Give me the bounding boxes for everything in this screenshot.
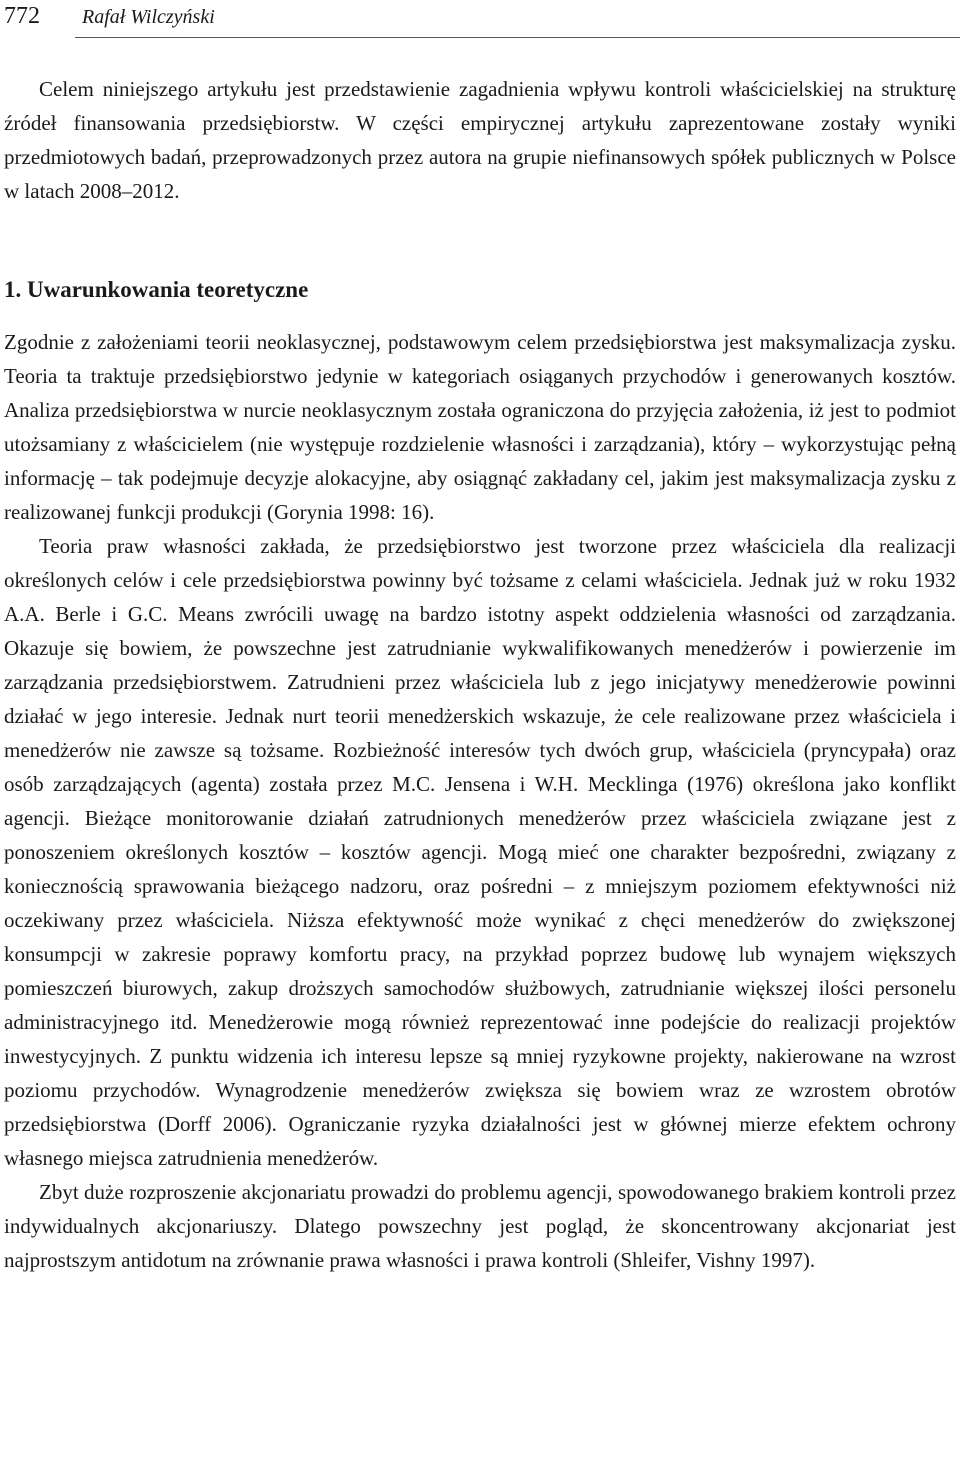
page-number: 772 <box>4 3 40 29</box>
intro-paragraph: Celem niniejszego artykułu jest przedstawienie zagadnienia wpływu kontroli właścicielskiej na strukturę źródeł finansowania przedsiębiorstw. W części empirycznej artykułu zaprezentowane zostały wyniki przedmiotowych badań, przeprowadzonych przez autora na grupie niefinansowych spółek publicznych w Polsce w latach 2008–2012. <box>4 77 956 203</box>
running-header <box>2 0 957 40</box>
body-paragraph: Zbyt duże rozproszenie akcjonariatu prowadzi do problemu agencji, spowodowanego brakiem kontroli przez indywidualnych akcjonariuszy. Dlatego powszechny jest pogląd, że skoncentrowany akcjonariat jest najprostszym antidotum na zrównanie prawa własności i prawa kontroli (Shleifer, Vishny 1997). <box>4 1180 956 1272</box>
body-paragraph: Zgodnie z założeniami teorii neoklasycznej, podstawowym celem przedsiębiorstwa jest maksymalizacja zysku. Teoria ta traktuje przedsiębiorstwo jedynie w kategoriach osiąganych przychodów i generowanych kosztów. Analiza przedsiębiorstwa w nurcie neoklasycznym została ograniczona do przyjęcia założenia, iż jest to podmiot utożsamiany z właścicielem (nie występuje rozdzielenie własności i zarządzania), który – wykorzystując pełną informację – tak podejmuje decyzje alokacyjne, aby osiągnąć zakładany cel, jakim jest maksymalizacja zysku z realizowanej funkcji produkcji (Gorynia 1998: 16). <box>4 330 956 524</box>
section-heading: 1. Uwarunkowania teoretyczne <box>4 277 309 302</box>
intro-section <box>4 72 956 208</box>
header-rule <box>75 37 960 38</box>
section-body <box>4 325 956 1277</box>
body-paragraph: Teoria praw własności zakłada, że przedsiębiorstwo jest tworzone przez właściciela dla realizacji określonych celów i cele przedsiębiorstwa powinny być tożsame z celami właściciela. Jednak już w roku 1932 A.A. Berle i G.C. Means zwrócili uwagę na bardzo istotny aspekt oddzielenia własności od zarządzania. Okazuje się bowiem, że powszechne jest zatrudnianie wykwalifikowanych menedżerów i powierzenie im zarządzania przedsiębiorstwem. Zatrudnieni przez właściciela lub z jego inicjatywy menedżerowie powinni działać w jego interesie. Jednak nurt teorii menedżerskich wskazuje, że cele realizowane przez właściciela i menedżerów nie zawsze są tożsame. Rozbieżność interesów tych dwóch grup, właściciela (pryncypała) oraz osób zarządzających (agenta) została przez M.C. Jensena i W.H. Mecklinga (1976) określona jako konflikt agencji. Bieżące monitorowanie działań zatrudnionych menedżerów przez właściciela związane jest z ponoszeniem określonych kosztów – kosztów agencji. Mogą mieć one charakter bezpośredni, związany z koniecznością sprawowania bieżącego nadzoru, oraz pośredni – z mniejszym poziomem efektywności niż oczekiwany przez właściciela. Niższa efektywność może wynikać z chęci menedżerów do zwiększonej konsumpcji w zakresie poprawy komfortu pracy, na przykład poprzez budowę lub wynajem większych pomieszczeń biurowych, zakup droższych samochodów służbowych, zatrudnianie większej ilości personelu administracyjnego itd. Menedżerowie mogą również reprezentować inne podejście do realizacji projektów inwestycyjnych. Z punktu widzenia ich interesu lepsze są mniej ryzykowne projekty, nakierowane na wzrost poziomu przychodów. Wynagrodzenie menedżerów zwiększa się bowiem wraz ze wzrostem obrotów przedsiębiorstwa (Dorff 2006). Ograniczanie ryzyka działalności jest w głównej mierze efektem ochrony własnego miejsca zatrudnienia menedżerów. <box>4 534 956 1170</box>
running-header-author: Rafał Wilczyński <box>82 6 215 28</box>
